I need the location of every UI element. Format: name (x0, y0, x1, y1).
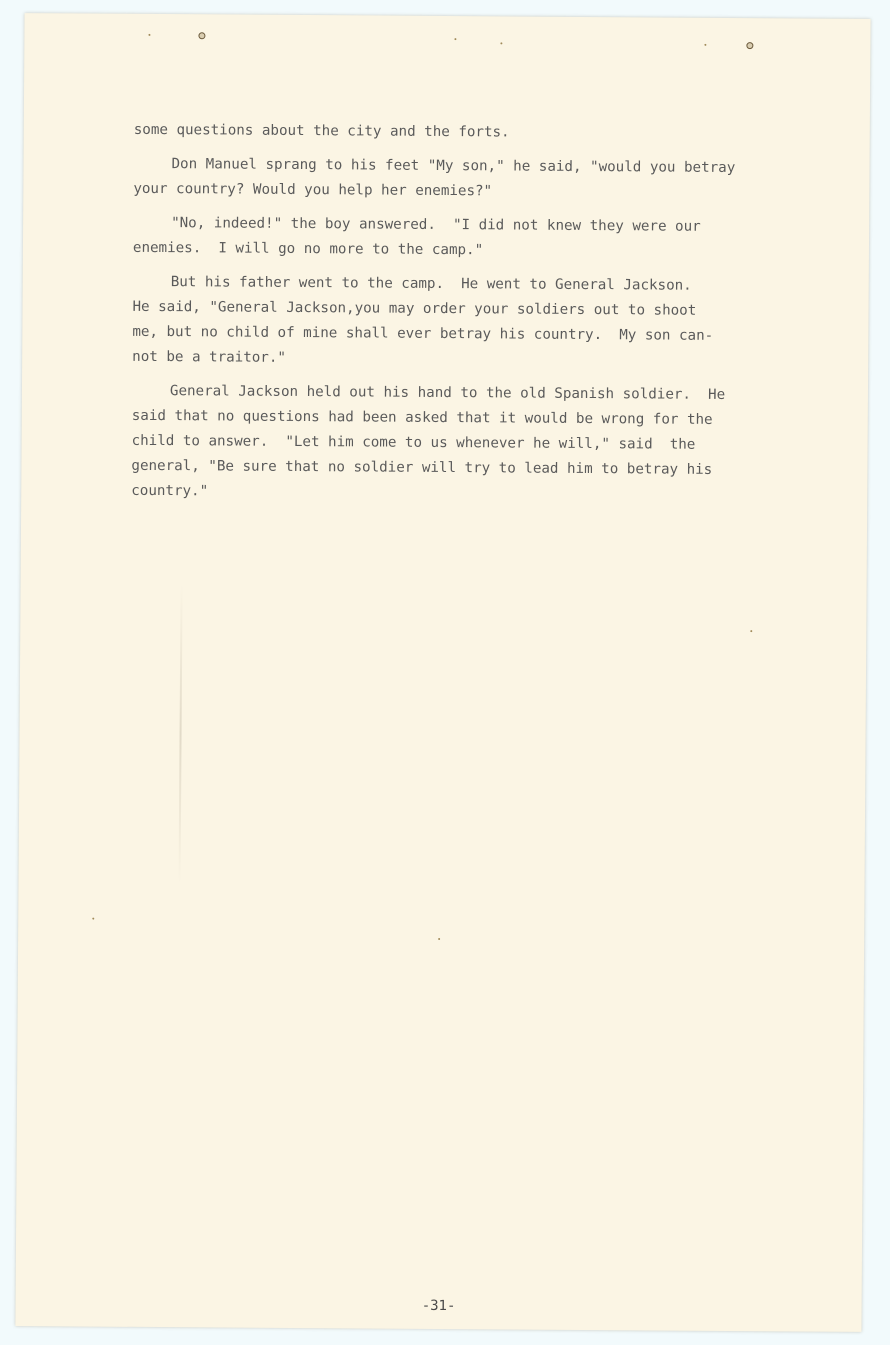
paper-speck (148, 34, 150, 36)
text-line: said that no questions had been asked that it would be wrong for the (131, 407, 713, 428)
text-line: some questions about the city and the forts. (133, 121, 510, 141)
text-line: enemies. I will go no more to the camp." (132, 239, 484, 259)
paper-speck (454, 38, 456, 40)
text-line: He said, "General Jackson,you may order your soldiers out to shoot (132, 298, 697, 319)
paper-speck (704, 44, 706, 46)
text-line: not be a traitor." (132, 348, 286, 366)
binding-hole-left (198, 32, 205, 39)
text-line: General Jackson held out his hand to the old Spanish soldier. He (169, 383, 726, 403)
text-line: your country? Would you help her enemies?" (133, 180, 493, 200)
text-line: But his father went to the camp. He went to General Jackson. (170, 274, 692, 294)
typed-text (131, 118, 834, 509)
paper-speck (438, 938, 440, 940)
paper-crease (179, 584, 183, 884)
page-number: -31- (421, 1297, 456, 1315)
paper-speck (92, 918, 94, 920)
text-line: me, but no child of mine shall ever betray his country. My son can- (132, 323, 714, 344)
text-line: child to answer. "Let him come to us whenever he will," said the (131, 432, 696, 453)
text-line: "No, indeed!" the boy answered. "I did not knew they were our (171, 215, 701, 235)
text-line: Don Manuel sprang to his feet "My son," he said, "would you betray (171, 156, 736, 177)
paper-speck (750, 630, 752, 632)
paper-speck (500, 42, 502, 44)
binding-hole-right (746, 42, 753, 49)
text-line: general, "Be sure that no soldier will try to lead him to betray his (131, 457, 713, 478)
document-page (15, 13, 870, 1332)
text-line: country." (131, 482, 209, 500)
